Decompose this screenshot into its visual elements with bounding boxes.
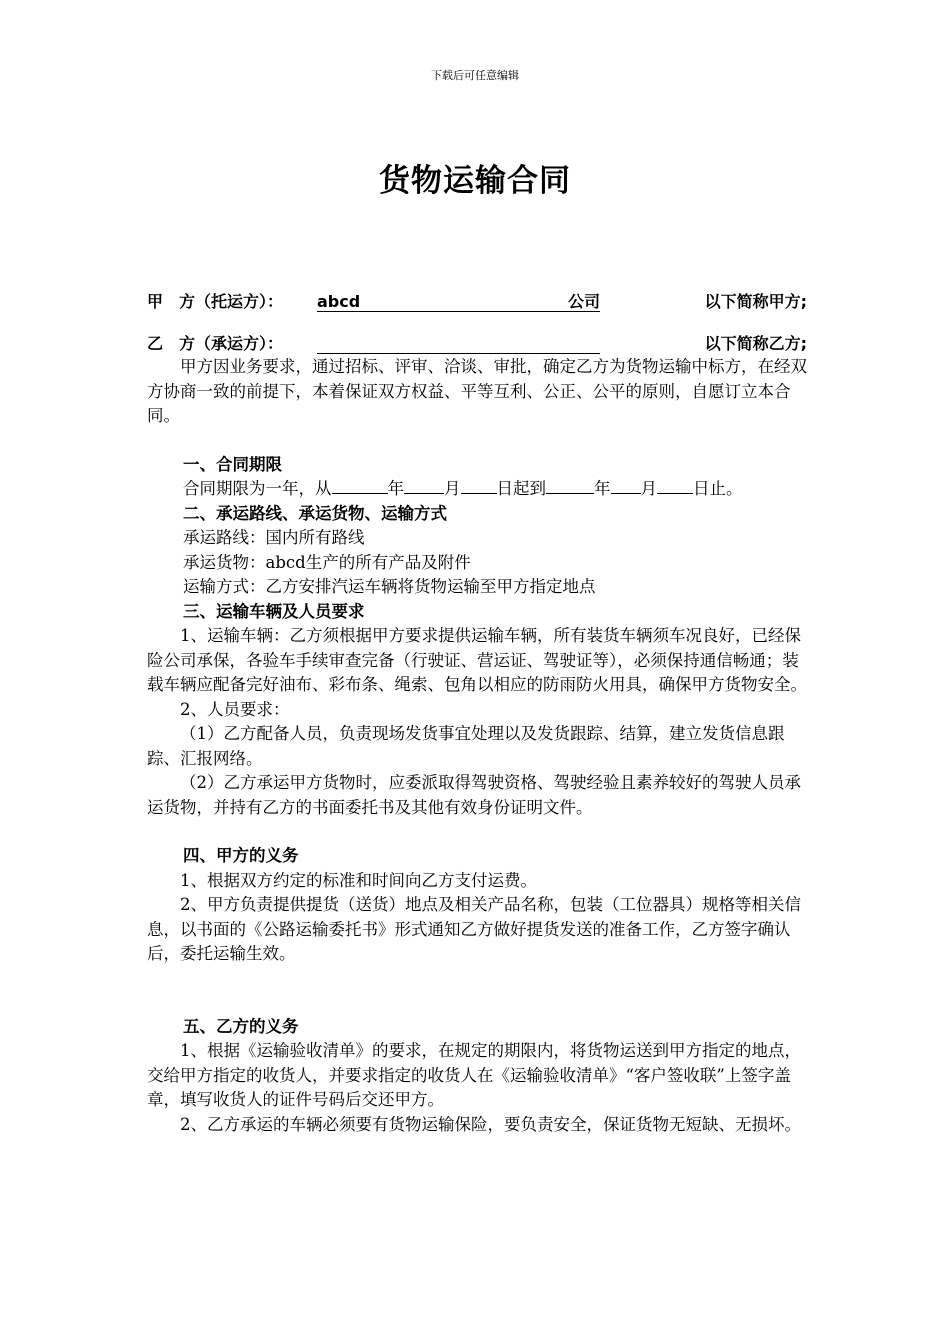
vehicle-requirements: 1、运输车辆：乙方须根据甲方要求提供运输车辆，所有装货车辆须车况良好，已经保险公司承保，各验车手续审查完备（行驶证、营运证、驾驶证等），必须保持通信畅通；装载车辆应配备完好油布、彩布条、绳索、包角以相应的防雨防火用具，确保甲方货物安全。 [147,626,807,694]
personnel-item-1: （1）乙方配备人员，负责现场发货事宜处理以及发货跟踪、结算，建立发货信息跟踪、汇报网络。 [147,724,785,768]
party-a-suffix: 公司 [567,292,600,311]
contract-body [147,355,807,1137]
section-3-heading: 三、运输车辆及人员要求 [183,601,365,621]
personnel-item-2: （2）乙方承运甲方货物时，应委派取得驾驶资格、驾驶经验且素养较好的驾驶人员承运货物，并持有乙方的书面委托书及其他有效身份证明文件。 [147,773,801,817]
personnel-requirements: 2、人员要求： [180,699,290,719]
party-b-duty-1: 1、根据《运输验收清单》的要求，在规定的期限内，将货物运送到甲方指定的地点，交给甲方指定的收货人，并要求指定的收货人在《运输验收清单》“客户签收联”上签字盖章，填写收货人的证件号码后交还甲方。 [147,1041,801,1109]
section-5-heading: 五、乙方的义务 [183,1016,299,1036]
party-b-label: 乙 方（承运方）： [147,334,284,353]
header-note: 下载后可任意编辑 [431,69,519,82]
party-b-duty-2: 2、乙方承运的车辆必须要有货物运输保险，要负责安全，保证货物无短缺、无损坏。 [180,1114,801,1134]
party-b-name-field [317,331,600,354]
goods: 承运货物：abcd生产的所有产品及附件 [183,552,471,572]
party-b-abbr: 以下简称乙方; [704,334,807,353]
party-a-name: abcd [317,292,361,311]
preamble: 甲方因业务要求，通过招标、评审、洽谈、审批，确定乙方为货物运输中标方，在经双方协商一致的前提下，本着保证双方权益、平等互利、公正、公平的原则，自愿订立本合同。 [147,357,807,425]
section-2-heading: 二、承运路线、承运货物、运输方式 [183,503,447,523]
party-b-line [147,331,807,357]
party-a-label: 甲 方（托运方）： [147,292,284,311]
party-a-line [147,289,807,315]
contract-term: 合同期限为一年，从 年 月 日起到 年 月 日止。 [183,479,743,498]
route: 承运路线：国内所有路线 [183,528,365,547]
document-title: 货物运输合同 [379,163,571,199]
transport-method: 运输方式：乙方安排汽运车辆将货物运输至甲方指定地点 [183,577,596,596]
party-a-name-field [317,289,600,312]
party-a-duty-2: 2、甲方负责提供提货（送货）地点及相关产品名称，包装（工位器具）规格等相关信息，以书面的《公路运输委托书》形式通知乙方做好提货发送的准备工作，乙方签字确认后，委托运输生效。 [147,895,801,963]
section-4-heading: 四、甲方的义务 [183,846,299,865]
party-a-duty-1: 1、根据双方约定的标准和时间向乙方支付运费。 [180,870,537,890]
party-a-abbr: 以下简称甲方; [704,292,807,311]
section-1-heading: 一、合同期限 [183,454,282,474]
